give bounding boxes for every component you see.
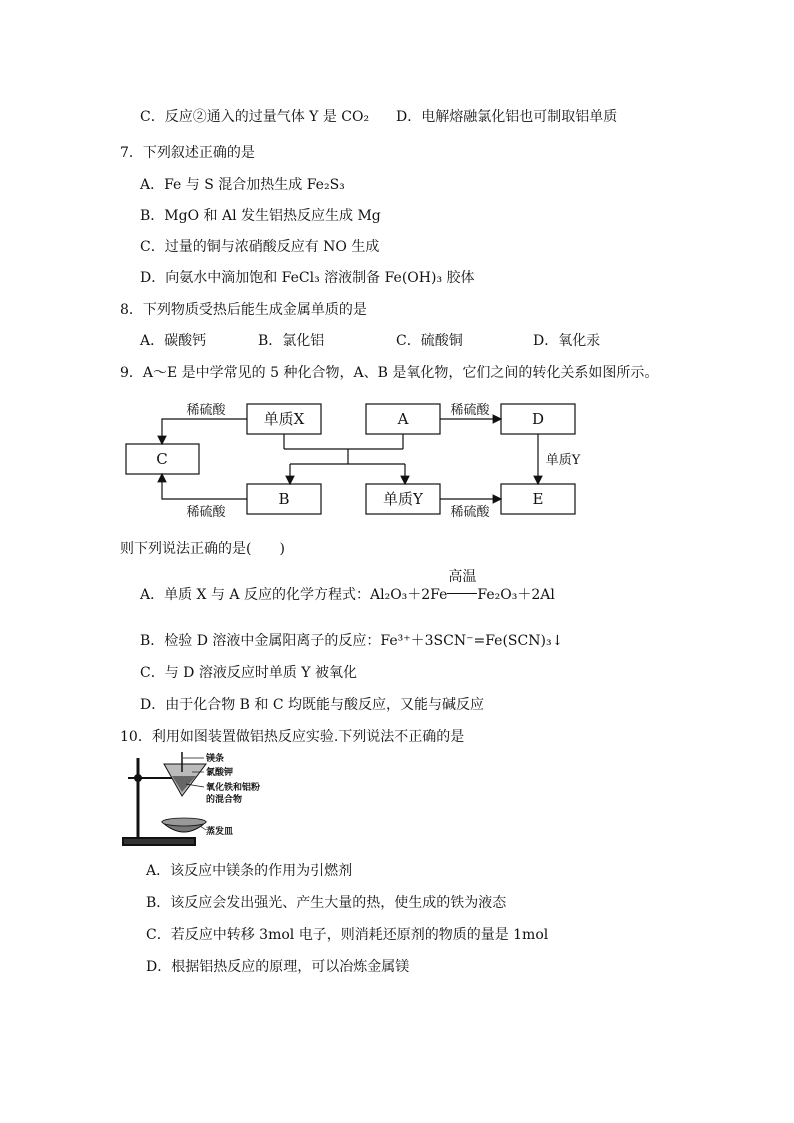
reaction-condition-label: 高温 bbox=[448, 569, 477, 585]
q8-option-b: B．氯化铝 bbox=[258, 333, 325, 349]
label-element-y: 单质Y bbox=[545, 453, 581, 468]
label-dish: 蒸发皿 bbox=[206, 827, 234, 837]
q7-stem: 7．下列叙述正确的是 bbox=[120, 145, 255, 161]
label-acid-x-c: 稀硫酸 bbox=[186, 403, 226, 418]
box-c-label: C bbox=[156, 450, 168, 468]
reaction-arrow-line bbox=[447, 593, 477, 594]
q10-option-d: D．根据铝热反应的原理，可以冶炼金属镁 bbox=[146, 959, 410, 975]
label-acid-a-d: 稀硫酸 bbox=[450, 403, 490, 418]
q9-stem: 9．A～E 是中学常见的 5 种化合物，A、B 是氧化物，它们之间的转化关系如图所示。 bbox=[120, 365, 659, 381]
box-d-label: D bbox=[531, 410, 545, 428]
q9-option-b: B．检验 D 溶液中金属阳离子的反应：Fe³⁺＋3SCN⁻=Fe(SCN)₃↓ bbox=[140, 633, 564, 649]
label-mixture-2: 的混合物 bbox=[206, 795, 243, 805]
box-y-label: 单质Y bbox=[383, 490, 423, 508]
q10-stem: 10．利用如图装置做铝热反应实验.下列说法不正确的是 bbox=[120, 729, 465, 745]
box-b-label: B bbox=[278, 490, 290, 508]
q9-transformation-diagram bbox=[120, 398, 590, 526]
q8-stem: 8．下列物质受热后能生成金属单质的是 bbox=[120, 302, 367, 318]
q8-option-d: D．氧化汞 bbox=[533, 333, 601, 349]
q9-option-a-suffix: Fe₂O₃＋2Al bbox=[477, 587, 555, 603]
label-acid-b-c: 稀硫酸 bbox=[186, 505, 226, 520]
q6-option-c: C．反应②通入的过量气体 Y 是 CO₂ bbox=[140, 109, 370, 125]
reaction-condition bbox=[447, 569, 477, 604]
label-potassium-chlorate: 氯酸钾 bbox=[206, 768, 234, 778]
q9-option-a-prefix: A．单质 X 与 A 反应的化学方程式：Al₂O₃＋2Fe bbox=[140, 587, 448, 603]
q9-option-a bbox=[140, 569, 555, 604]
q7-option-a: A．Fe 与 S 混合加热生成 Fe₂S₃ bbox=[140, 177, 345, 193]
q8-option-a: A．碳酸钙 bbox=[140, 333, 207, 349]
q9-option-c: C．与 D 溶液反应时单质 Y 被氧化 bbox=[140, 665, 357, 681]
q7-option-c: C．过量的铜与浓硝酸反应有 NO 生成 bbox=[140, 239, 380, 255]
q8-option-c: C．硫酸铜 bbox=[396, 333, 463, 349]
label-mixture: 氧化铁和铝粉 bbox=[206, 783, 261, 793]
box-x-label: 单质X bbox=[263, 410, 305, 428]
thermite-apparatus-figure bbox=[120, 750, 290, 850]
arrow-b-to-c bbox=[162, 474, 247, 499]
q9-prompt: 则下列说法正确的是( ) bbox=[120, 541, 285, 557]
box-e-label: E bbox=[532, 490, 544, 508]
label-acid-y-e: 稀硫酸 bbox=[450, 505, 490, 520]
stand-base bbox=[123, 838, 195, 845]
box-a-label: A bbox=[397, 410, 409, 428]
q7-option-b: B．MgO 和 Al 发生铝热反应生成 Mg bbox=[140, 208, 381, 224]
arrow-x-to-c bbox=[162, 419, 247, 444]
q7-option-d: D．向氨水中滴加饱和 FeCl₃ 溶液制备 Fe(OH)₃ 胶体 bbox=[140, 270, 475, 286]
q10-option-a: A．该反应中镁条的作用为引燃剂 bbox=[146, 863, 353, 879]
clamp bbox=[135, 775, 141, 781]
label-magnesium: 镁条 bbox=[206, 754, 225, 764]
q6-option-d: D．电解熔融氯化铝也可制取铝单质 bbox=[396, 109, 618, 125]
q9-option-d: D．由于化合物 B 和 C 均既能与酸反应，又能与碱反应 bbox=[140, 697, 485, 713]
q10-option-c: C．若反应中转移 3mol 电子，则消耗还原剂的物质的量是 1mol bbox=[146, 927, 549, 943]
q10-option-b: B．该反应会发出强光、产生大量的热，使生成的铁为液态 bbox=[146, 895, 507, 911]
